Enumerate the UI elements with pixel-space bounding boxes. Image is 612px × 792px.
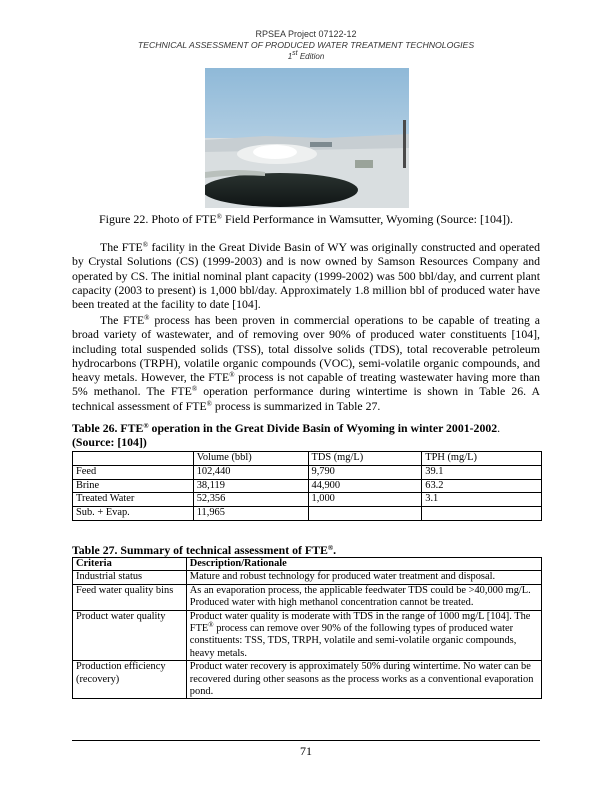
table-cell: 38,119 (193, 479, 308, 493)
paragraph-1 (72, 240, 540, 311)
header-cell: TDS (mg/L) (308, 452, 422, 466)
text-run: Product water quality is moderate with TDS in the range of 1000 mg/L [104]. The FTE (189, 610, 531, 635)
table-row (73, 571, 542, 584)
table26 (72, 451, 542, 521)
criteria-cell: Feed water quality bins (73, 584, 187, 610)
header-cell: Criteria (73, 558, 187, 571)
text-run: process is not capable of treating wastewater having more than 5% methanol. The FTE (72, 370, 541, 399)
table-row (73, 661, 542, 699)
table-cell: 102,440 (193, 465, 308, 479)
table-cell: Brine (73, 479, 194, 493)
table-cell: 3.1 (422, 493, 542, 507)
table-cell: Treated Water (73, 493, 194, 507)
page-number: 71 (300, 744, 312, 758)
table27-caption (72, 543, 540, 557)
text-run: operation performance during wintertime is shown in Table 26. A technical assessment of FTE (72, 384, 540, 413)
table-cell: 9,790 (308, 465, 422, 479)
table-row (73, 610, 542, 661)
description-cell (186, 610, 541, 661)
text-run: process can remove over 90% of the following types of produced water constituents: TSS, TDS, TRPH, volatile and semi-volatile organic compounds, heavy metals. (189, 623, 517, 659)
text-run: process is summarized in Table 27. (211, 398, 381, 413)
field-photo (205, 68, 409, 208)
table-row (73, 584, 542, 610)
registered-mark: ® (143, 422, 149, 430)
header-project: RPSEA Project 07122-12 (255, 29, 357, 39)
table-row (73, 465, 542, 479)
table27 (72, 557, 542, 699)
table-cell: 44,900 (308, 479, 422, 493)
criteria-cell: Production efficiency (recovery) (73, 661, 187, 699)
description-cell: As an evaporation process, the applicable feedwater TDS could be >40,000 mg/L. Produced water with high methanol concentration cannot be treated. (186, 584, 541, 610)
table-row (73, 479, 542, 493)
table-cell (422, 507, 542, 521)
edition-ordinal: st (292, 50, 298, 57)
registered-mark: ® (208, 621, 214, 630)
header-cell (73, 452, 194, 466)
caption-part: Figure 22. Photo of FTE (99, 212, 217, 226)
text-run: process has been proven in commercial operations to be capable of treating a broad variety of wastewater, and of removing over 90% of produced water constituents [104], including total suspended solids (TSS), total dissolve solids (TDS), total recoverable petroleum hydrocarbons (TRPH), volatile organic compounds (VOC), semi-volatile organic compounds, and heavy metals. However, the FTE (72, 313, 541, 385)
registered-mark: ® (229, 371, 235, 380)
header-cell: Volume (bbl) (193, 452, 308, 466)
table-header-row (73, 452, 542, 466)
registered-mark: ® (327, 544, 334, 552)
table26-source: (Source: [104]) (72, 435, 147, 449)
table-cell (308, 507, 422, 521)
edition-number: 1 (287, 52, 293, 61)
title-part: operation in the Great Divide Basin of Wyoming in winter 2001-2002 (148, 421, 498, 435)
table26-caption (72, 421, 540, 449)
description-cell: Mature and robust technology for produced water treatment and disposal. (186, 571, 541, 584)
table-cell: 52,356 (193, 493, 308, 507)
registered-mark: ® (142, 241, 149, 249)
table-cell: Feed (73, 465, 194, 479)
text-run: The FTE (100, 313, 145, 327)
table26-title (72, 421, 540, 435)
text-run: facility in the Great Divide Basin of WY was originally constructed and operated by Crystal Solutions (CS) (1999-2003) and is now owned by Samson Resources Company and operated by CS. The initial nominal plant capacity (1999-2002) was 500 bbl/day, and current plant capacity (2003 to present) is 1,000 bbl/day. Approximately 1.8 million bbl of produced water have been treated at the facility to date [104]. (72, 240, 541, 312)
edition-word: Edition (297, 52, 325, 61)
table-header-row (73, 558, 542, 571)
footer-rule (72, 740, 540, 741)
title-part: Table 27. Summary of technical assessment of FTE (72, 543, 328, 557)
registered-mark: ® (216, 213, 222, 221)
criteria-cell: Product water quality (73, 610, 187, 661)
header-cell: TPH (mg/L) (422, 452, 542, 466)
registered-mark: ® (206, 399, 212, 408)
criteria-cell: Industrial status (73, 571, 187, 584)
header-cell: Description/Rationale (186, 558, 541, 571)
table-row (73, 507, 542, 521)
field-photo-drawing (205, 68, 409, 208)
table-cell: 1,000 (308, 493, 422, 507)
table-cell: 11,965 (193, 507, 308, 521)
table-cell: 39.1 (422, 465, 542, 479)
caption-part: Field Performance in Wamsutter, Wyoming (Source: [104]). (222, 212, 513, 226)
title-period: . (497, 421, 501, 435)
table-cell: Sub. + Evap. (73, 507, 194, 521)
text-run: The FTE (100, 240, 143, 254)
registered-mark: ® (191, 385, 198, 394)
figure-caption (0, 212, 612, 227)
table-row (73, 493, 542, 507)
paragraph-2 (72, 313, 540, 413)
description-cell: Product water recovery is approximately 50% during wintertime. No water can be recovered during other seasons as the process works as a conventional evaporation pond. (186, 661, 541, 699)
title-part: . (333, 543, 337, 557)
registered-mark: ® (144, 314, 150, 322)
table-cell: 63.2 (422, 479, 542, 493)
header-edition (0, 51, 612, 62)
header-title: TECHNICAL ASSESSMENT OF PRODUCED WATER TREATMENT TECHNOLOGIES (137, 40, 475, 50)
title-part: Table 26. FTE (72, 421, 144, 435)
running-header (0, 29, 612, 62)
